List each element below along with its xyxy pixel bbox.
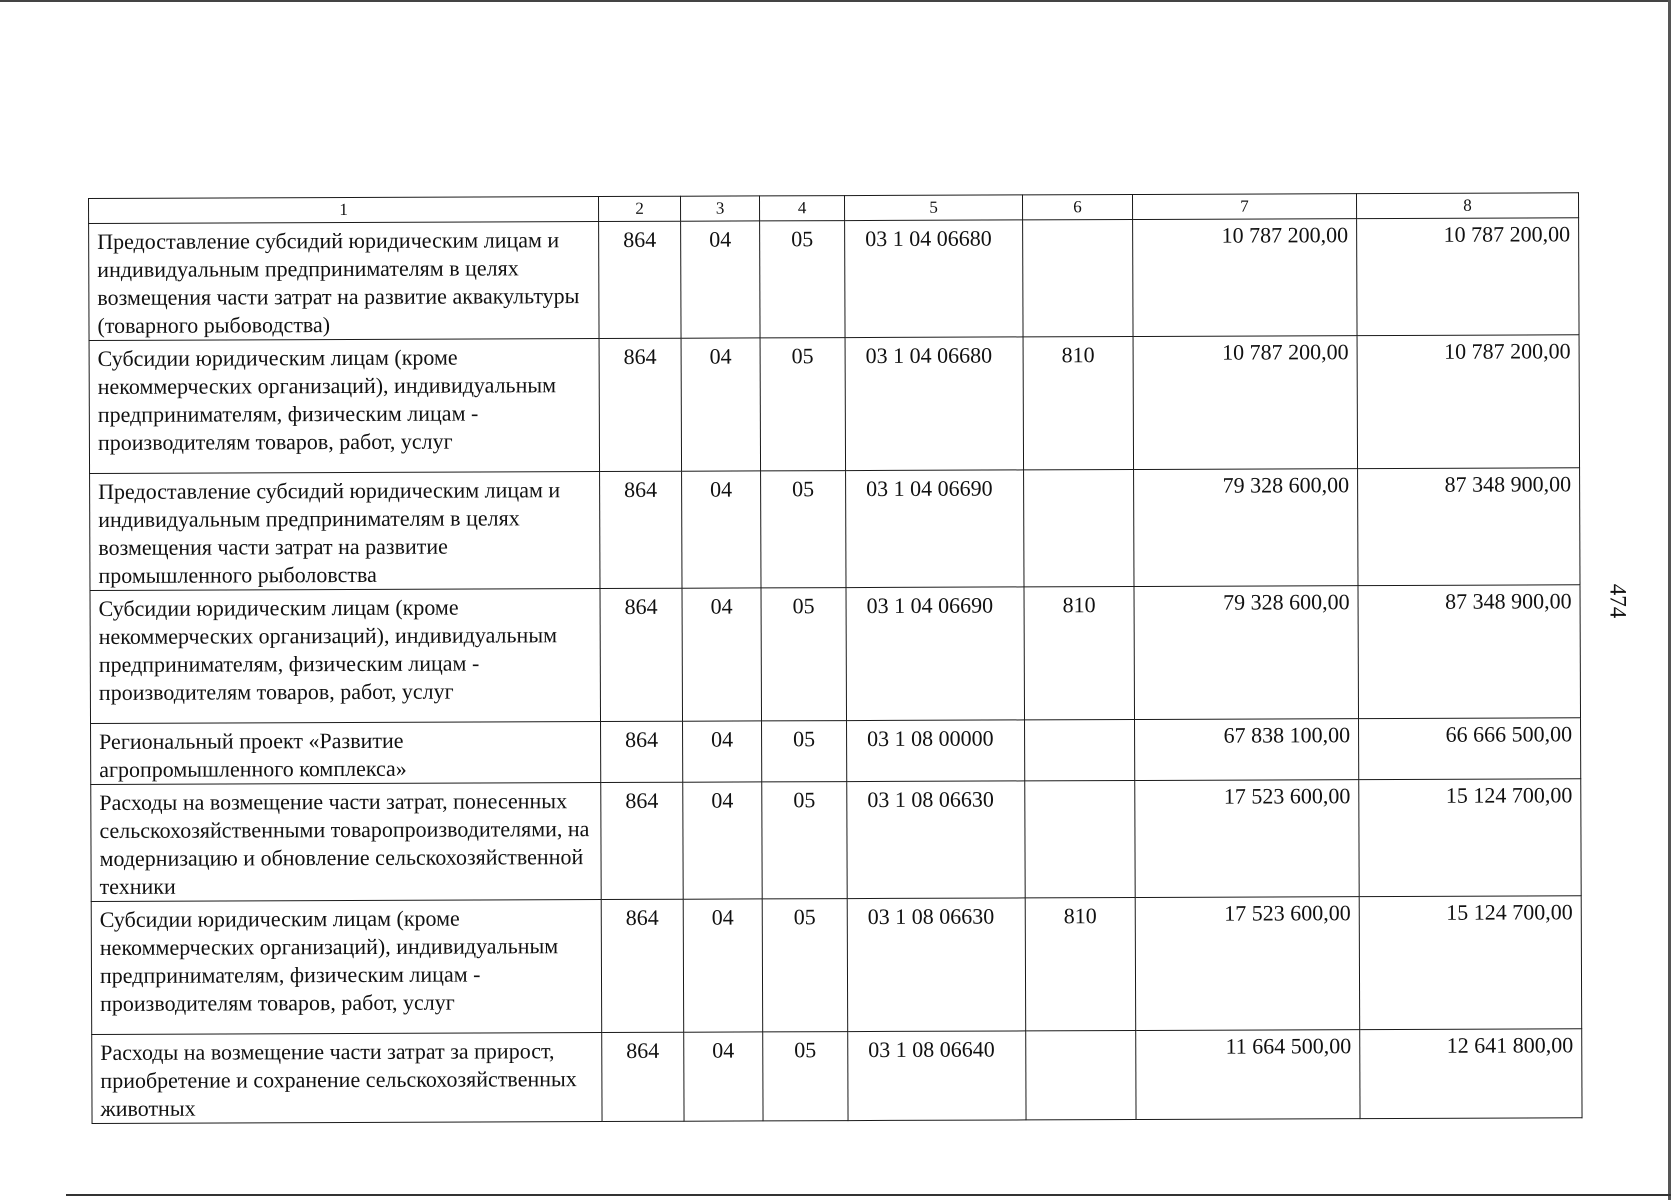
row-sum-1-cell: 79 328 600,00 (1134, 469, 1358, 587)
row-name-cell: Субсидии юридическим лицам (кроме некоммерческих организаций), индивидуальным предпринимателям, физическим лицам - производителям товаров, работ, услуг (89, 339, 600, 474)
scan-edge-bottom (66, 1194, 1671, 1196)
table-row (90, 468, 1580, 591)
row-kcsr-cell: 03 1 08 06640 (848, 1031, 1026, 1121)
row-name-cell: Расходы на возмещение части затрат за прирост, приобретение и сохранение сельскохозяйственных животных (92, 1033, 602, 1124)
row-sum-1-cell: 17 523 600,00 (1135, 780, 1359, 898)
column-header-1: 1 (89, 197, 599, 224)
row-rz-cell: 04 (684, 1032, 763, 1121)
row-vr-cell (1026, 1030, 1136, 1119)
row-ved-cell: 864 (600, 588, 683, 721)
row-ved-cell: 864 (600, 471, 682, 588)
row-name-cell: Предоставление субсидий юридическим лицам и индивидуальным предпринимателям в целях возмещения части затрат на развитие промышленного рыболовства (90, 472, 600, 591)
row-sum-1-cell: 79 328 600,00 (1134, 586, 1359, 720)
row-sum-2-cell: 10 787 200,00 (1357, 335, 1580, 469)
row-name-cell: Расходы на возмещение части затрат, понесенных сельскохозяйственными товаропроизводителями, на модернизацию и обновление сельскохозяйственной техники (91, 783, 601, 902)
row-vr-cell (1023, 219, 1133, 336)
row-vr-cell: 810 (1025, 897, 1136, 1030)
row-sum-2-cell: 15 124 700,00 (1359, 896, 1582, 1030)
row-pr-cell: 05 (760, 338, 846, 471)
row-pr-cell: 05 (760, 221, 845, 338)
column-header-6: 6 (1022, 194, 1132, 219)
column-header-2: 2 (598, 196, 680, 221)
column-header-5: 5 (844, 195, 1022, 221)
table-row (92, 1029, 1582, 1124)
row-sum-1-cell: 11 664 500,00 (1136, 1030, 1360, 1120)
row-sum-2-cell: 12 641 800,00 (1360, 1029, 1582, 1119)
row-name-cell: Региональный проект «Развитие агропромышленного комплекса» (91, 722, 601, 785)
row-kcsr-cell: 03 1 08 06630 (847, 781, 1025, 899)
row-ved-cell: 864 (601, 899, 684, 1032)
row-vr-cell (1025, 719, 1135, 780)
row-name-cell: Субсидии юридическим лицам (кроме некоммерческих организаций), индивидуальным предпринимателям, физическим лицам - производителям товаров, работ, услуг (90, 589, 601, 724)
row-pr-cell: 05 (762, 782, 847, 899)
column-header-7: 7 (1132, 194, 1356, 220)
row-kcsr-cell: 03 1 08 06630 (847, 898, 1026, 1032)
row-name-cell: Субсидии юридическим лицам (кроме некоммерческих организаций), индивидуальным предпринимателям, физическим лицам - производителям товаров, работ, услуг (91, 900, 602, 1035)
row-rz-cell: 04 (683, 721, 762, 782)
column-header-8: 8 (1356, 193, 1578, 219)
row-ved-cell: 864 (599, 338, 682, 471)
table-row (91, 779, 1581, 902)
column-header-3: 3 (680, 196, 759, 221)
row-pr-cell: 05 (763, 1032, 848, 1121)
row-sum-1-cell: 17 523 600,00 (1135, 897, 1360, 1031)
row-pr-cell: 05 (761, 588, 847, 721)
budget-table (88, 192, 1583, 1124)
row-ved-cell: 864 (602, 1032, 684, 1121)
row-name-cell: Предоставление субсидий юридическим лицам и индивидуальным предпринимателям в целях возмещения части затрат на развитие аквакультуры (товарного рыбоводства) (89, 222, 599, 341)
row-pr-cell: 05 (762, 899, 848, 1032)
table-row (91, 896, 1581, 1035)
row-vr-cell: 810 (1023, 336, 1134, 469)
page-number: 474 (1605, 583, 1631, 619)
row-sum-1-cell: 67 838 100,00 (1135, 719, 1359, 781)
row-kcsr-cell: 03 1 04 06690 (846, 470, 1024, 588)
table-row (90, 585, 1580, 724)
row-rz-cell: 04 (683, 899, 763, 1032)
row-vr-cell: 810 (1024, 586, 1135, 719)
row-sum-2-cell: 66 666 500,00 (1359, 718, 1581, 780)
table-row (91, 718, 1581, 785)
row-rz-cell: 04 (682, 588, 762, 721)
table-row (89, 218, 1579, 341)
row-kcsr-cell: 03 1 04 06680 (845, 337, 1024, 471)
row-sum-1-cell: 10 787 200,00 (1133, 336, 1358, 470)
row-vr-cell (1024, 469, 1134, 586)
row-sum-2-cell: 10 787 200,00 (1357, 218, 1579, 336)
row-rz-cell: 04 (683, 782, 762, 899)
row-vr-cell (1025, 780, 1135, 897)
row-kcsr-cell: 03 1 04 06690 (846, 587, 1025, 721)
row-kcsr-cell: 03 1 08 00000 (847, 720, 1025, 782)
row-sum-2-cell: 15 124 700,00 (1359, 779, 1581, 897)
row-sum-2-cell: 87 348 900,00 (1358, 468, 1580, 586)
row-ved-cell: 864 (601, 782, 683, 899)
row-pr-cell: 05 (761, 471, 846, 588)
row-ved-cell: 864 (601, 721, 683, 782)
row-rz-cell: 04 (682, 471, 761, 588)
row-kcsr-cell: 03 1 04 06680 (845, 220, 1023, 338)
column-header-4: 4 (759, 196, 844, 221)
row-sum-1-cell: 10 787 200,00 (1133, 219, 1357, 337)
row-rz-cell: 04 (681, 338, 761, 471)
row-rz-cell: 04 (681, 221, 760, 338)
row-sum-2-cell: 87 348 900,00 (1358, 585, 1581, 719)
table-row (89, 335, 1579, 474)
row-pr-cell: 05 (762, 721, 847, 782)
row-ved-cell: 864 (599, 221, 681, 338)
scan-edge-top (0, 0, 1671, 2)
